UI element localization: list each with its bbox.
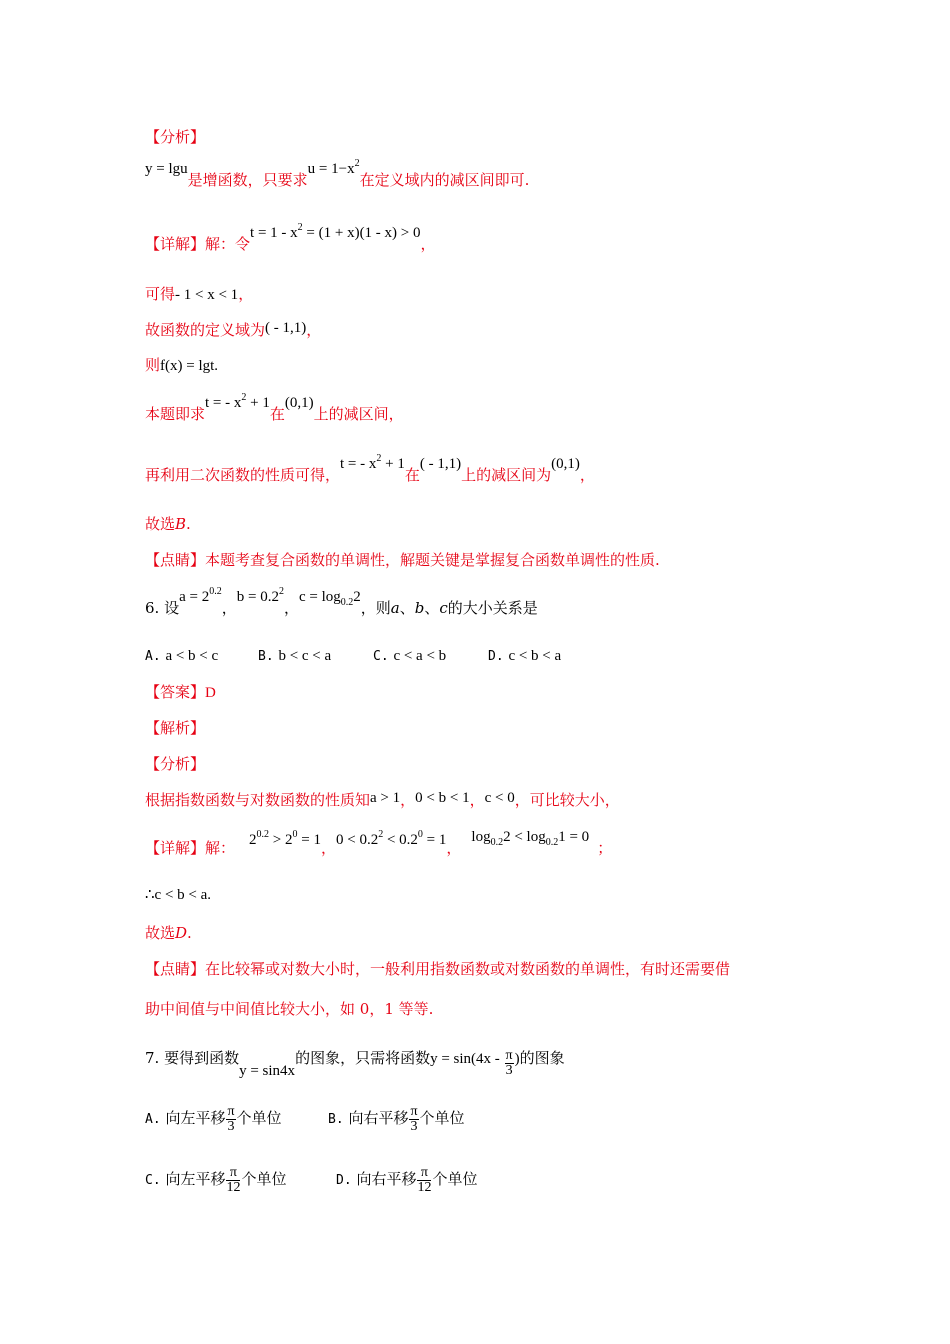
math-interval: ( - 1,1) <box>419 456 462 472</box>
q6-option-d[interactable]: D. c < b < a <box>488 648 562 664</box>
q6-stem <box>145 586 538 621</box>
math-therefore: ∴c < b < a <box>145 887 208 903</box>
xiangjie-tag: 【详解】 <box>145 235 206 253</box>
math-shifted-sin: y = sin(4x - $\frac{\pi}{3}$ ) <box>430 1048 520 1078</box>
dianjing-line <box>145 550 660 570</box>
q6-dianjing-line-1 <box>145 959 730 979</box>
q7-options-row-1 <box>145 1100 465 1136</box>
step-text: 故函数的定义域为 <box>145 321 266 339</box>
q7-option-c[interactable]: C. 向左平移 $\frac{\pi}{12}$ 个单位 <box>145 1164 287 1195</box>
math-t-quad: t = - $x^2 + 1$ <box>205 392 270 411</box>
jiexi-tag: 【解析】 <box>145 719 206 737</box>
punct: . <box>187 924 192 942</box>
punct: 、 <box>399 599 415 617</box>
q7-option-b[interactable]: B. 向右平移 $\frac{\pi}{3}$ 个单位 <box>328 1103 465 1134</box>
q6-option-a[interactable]: A. a < b < c <box>145 648 219 664</box>
choose-line <box>145 514 191 534</box>
q6-dianjing-line-2 <box>145 999 433 1019</box>
q7-option-a[interactable]: A. 向左平移 $\frac{\pi}{3}$ 个单位 <box>145 1103 282 1134</box>
fenxi-tag: 【分析】 <box>145 128 206 146</box>
step-text: 在 <box>269 405 285 423</box>
q6-xiangjie-line <box>145 829 613 861</box>
punct: ， <box>400 791 416 809</box>
step-text: 则 <box>145 356 161 374</box>
step-line-5 <box>145 453 595 488</box>
step-text: 上的减区间， <box>313 405 404 423</box>
math-c: $c = \log_{0.2}2$ <box>298 589 361 608</box>
math-interval: (0,1) <box>284 395 314 411</box>
punct: . <box>214 358 219 374</box>
var-b: b <box>414 599 425 617</box>
math-b: $b = 0.2^2$ <box>236 586 284 605</box>
dianjing-text: 本题考查复合函数的单调性，解题关键是掌握复合函数单调性的性质. <box>205 551 660 569</box>
var-c: c <box>439 599 448 617</box>
math-c-lt-0: c < 0 <box>484 790 515 806</box>
var-a: a <box>390 599 400 617</box>
math-a-gt-1: a > 1 <box>370 790 401 806</box>
step-text: 在 <box>404 466 420 484</box>
q7-stem <box>145 1045 565 1079</box>
q7-number: 7. 要得到函数 <box>145 1048 240 1067</box>
q6-text: ，则 <box>360 599 391 617</box>
dianjing-text: 助中间值与中间值比较大小，如 0，1 等等. <box>145 1000 434 1018</box>
punct: ， <box>283 599 299 617</box>
step-text: 可得 <box>145 285 176 303</box>
q6-fenxi-heading <box>145 754 205 774</box>
punct: ， <box>320 839 336 857</box>
math-y-lgu: y = lgu <box>145 161 188 177</box>
math-ineq-1: $2^{0.2} > 2^0 = 1$ <box>249 829 321 848</box>
q6-choose-line <box>145 923 192 943</box>
math-y-sin4x: y = sin4x <box>239 1062 296 1079</box>
q6-therefore-line <box>145 884 211 905</box>
q6-answer <box>145 682 216 703</box>
step-text: 再利用二次函数的性质可得， <box>145 466 341 484</box>
q6-option-c[interactable]: C. c < a < b <box>373 648 447 664</box>
punct: . <box>207 887 212 903</box>
math-range: - 1 < x < 1 <box>175 287 239 303</box>
punct: ， <box>579 466 595 484</box>
punct: ， <box>306 321 322 339</box>
step-line-4 <box>145 392 404 427</box>
punct: 、 <box>424 599 440 617</box>
xiangjie-line <box>145 222 436 257</box>
q7-options-row-2 <box>145 1161 477 1197</box>
step-line-2 <box>145 320 321 341</box>
dianjing-tag: 【点睛】 <box>145 960 206 978</box>
xiangjie-text: 解：令 <box>205 235 251 253</box>
punct: ， <box>221 599 237 617</box>
math-ineq-2: $0 < 0.2^2 < 0.2^0 = 1$ <box>335 829 447 848</box>
step-text: 故选 <box>145 515 176 533</box>
math-t-def: $t = 1 - x^2 = (1 + x)(1 - x) > 0$ <box>250 222 421 241</box>
math-a: $a = 2^{0.2}$ <box>179 586 222 605</box>
q7-option-d[interactable]: D. 向右平移 $\frac{\pi}{12}$ 个单位 <box>336 1164 478 1195</box>
math-t-quad: t = - $x^2 + 1$ <box>340 453 405 472</box>
math-b-range: 0 < b < 1 <box>415 790 470 806</box>
step-text: 本题即求 <box>145 405 206 423</box>
math-domain: ( - 1,1) <box>265 320 307 336</box>
xiangjie-text: 解： <box>205 839 236 857</box>
q6-fenxi-line <box>145 790 620 811</box>
dianjing-tag: 【点睛】 <box>145 551 206 569</box>
punct: . <box>186 515 191 533</box>
punct: ， <box>469 791 485 809</box>
fenxi-line <box>145 158 530 193</box>
math-ineq-3: $\log_{0.2}2 < \log_{0.2}1 = 0$ <box>471 829 590 848</box>
punct: ， <box>238 285 254 303</box>
fenxi-text: ，可比较大小， <box>514 791 620 809</box>
q7-text: 的图象，只需将函数 <box>295 1048 431 1067</box>
answer-tag: 【答案】 <box>145 683 206 701</box>
step-line-1 <box>145 284 253 305</box>
q7-text: 的图象 <box>519 1048 565 1067</box>
xiangjie-tag: 【详解】 <box>145 839 206 857</box>
fenxi-text-1: 是增函数，只要求 <box>187 171 308 189</box>
fenxi-text: 根据指数函数与对数函数的性质知 <box>145 791 371 809</box>
math-interval: (0,1) <box>551 456 580 472</box>
punct: ， <box>446 839 462 857</box>
punct: ； <box>597 839 613 857</box>
math-f: f(x) = lgt <box>160 358 215 374</box>
fenxi-tag: 【分析】 <box>145 755 206 773</box>
step-line-3 <box>145 355 218 376</box>
q6-options <box>145 645 561 667</box>
fenxi-heading <box>145 127 205 147</box>
q6-jiexi <box>145 718 205 738</box>
q6-text: 的大小关系是 <box>447 599 538 617</box>
math-u: $u = 1-x^2$ <box>307 158 360 177</box>
step-text: 上的减区间为 <box>461 466 552 484</box>
fenxi-text-2: 在定义域内的减区间即可. <box>359 171 530 189</box>
punct: ， <box>420 235 436 253</box>
q6-number: 6. 设 <box>145 599 180 617</box>
dianjing-text: 在比较幂或对数大小时，一般利用指数函数或对数函数的单调性，有时还需要借 <box>205 960 731 978</box>
answer-letter: D <box>175 924 188 942</box>
step-text: 故选 <box>145 924 176 942</box>
answer-letter: B <box>175 515 187 533</box>
answer-value: D <box>205 685 216 701</box>
q6-option-b[interactable]: B. b < c < a <box>258 648 332 664</box>
